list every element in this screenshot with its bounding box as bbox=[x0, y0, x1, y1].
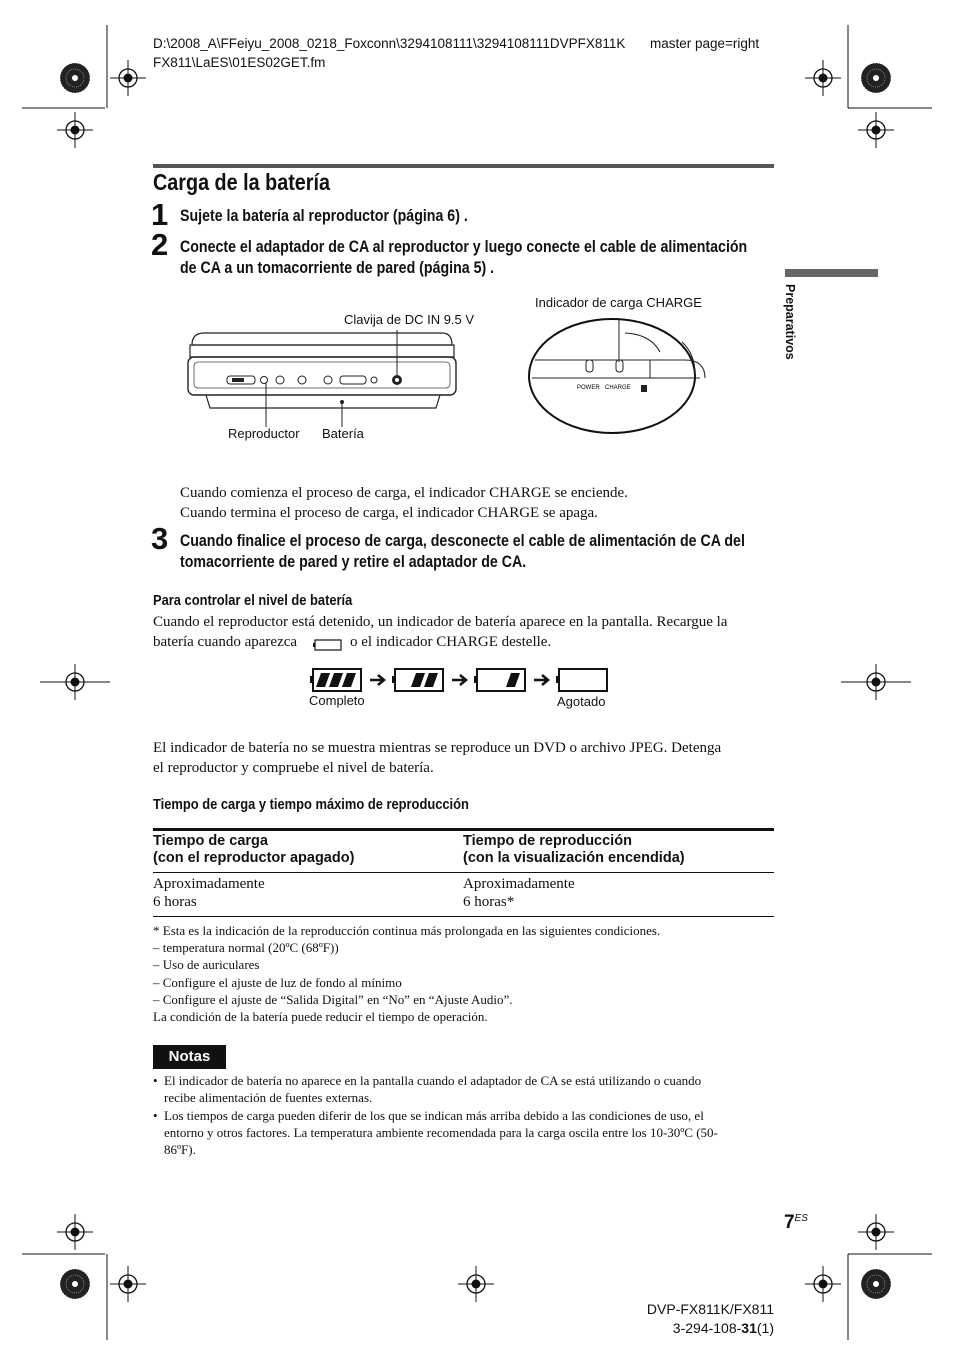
arrow-right-icon bbox=[452, 675, 466, 685]
charge-indicator-label: Indicador de carga CHARGE bbox=[535, 295, 702, 310]
battery-icon-3 bbox=[474, 669, 525, 691]
battery-full-label: Completo bbox=[309, 693, 365, 708]
file-path-line1: D:\2008_A\FFeiyu_2008_0218_Foxconn\3294108111\3294108111DVPFX811K bbox=[153, 36, 626, 51]
battery-segment bbox=[506, 673, 520, 687]
footnote-5: – Configure el ajuste de “Salida Digital” en “No” en “Ajuste Audio”. bbox=[153, 991, 513, 1007]
note-1-line1: El indicador de batería no aparece en la pantalla cuando el adaptador de CA se está utilizando o cuando bbox=[164, 1073, 702, 1088]
empty-battery-inline-icon bbox=[313, 638, 345, 652]
file-path-header bbox=[153, 34, 625, 72]
dc-in-label: Clavija de DC IN 9.5 V bbox=[344, 312, 475, 327]
note-2-line3: 86ºF). bbox=[164, 1142, 196, 1158]
footnote-3: – Uso de auriculares bbox=[153, 957, 260, 973]
note-2-line2: entorno y otros factores. La temperatura ambiente recomendada para la carga oscila entre los 10-30ºC (50- bbox=[164, 1125, 718, 1141]
battery-segment bbox=[329, 673, 343, 687]
col2-header-line1: Tiempo de reproducción bbox=[463, 833, 632, 849]
col1-header-line2: (con el reproductor apagado) bbox=[153, 850, 355, 866]
table-bottom-rule bbox=[153, 916, 774, 917]
battery-level-para-line2a: batería cuando aparezca bbox=[153, 634, 298, 650]
battery-icon-1 bbox=[310, 669, 361, 691]
note-1-bullet: • bbox=[153, 1073, 158, 1088]
footnote-2: – temperatura normal (20ºC (68ºF)) bbox=[153, 940, 339, 956]
note-2 bbox=[164, 1107, 718, 1159]
battery-label: Batería bbox=[322, 426, 364, 441]
table-header-rule bbox=[153, 872, 774, 873]
battery-segment bbox=[411, 673, 425, 687]
battery-segment bbox=[316, 673, 330, 687]
master-page-note: master page=right bbox=[650, 36, 760, 51]
col1-header-line1: Tiempo de carga bbox=[153, 833, 268, 849]
table-cell-play-time bbox=[463, 876, 575, 911]
footnote-6: La condición de la batería puede reducir el tiempo de operación. bbox=[153, 1009, 488, 1025]
footer-model: DVP-FX811K/FX811 bbox=[646, 1301, 774, 1317]
times-heading: Tiempo de carga y tiempo máximo de reproducción bbox=[153, 796, 469, 813]
cell1-line1: Aproximadamente bbox=[153, 876, 265, 892]
side-tab-bar bbox=[785, 269, 878, 277]
cell2-line1: Aproximadamente bbox=[463, 876, 575, 892]
battery-icon-4 bbox=[556, 669, 607, 691]
footer-code: 3-294-108-31(1) bbox=[672, 1320, 774, 1336]
page-number bbox=[784, 1212, 808, 1234]
battery-level-heading: Para controlar el nivel de batería bbox=[153, 592, 353, 609]
side-tab-label: Preparativos bbox=[783, 284, 797, 360]
battery-note-line1: El indicador de batería no se muestra mientras se reproduce un DVD o archivo JPEG. Detenga bbox=[153, 740, 722, 756]
footer-model-block bbox=[632, 1300, 774, 1338]
note-1-line2: recibe alimentación de fuentes externas. bbox=[164, 1090, 373, 1106]
footnotes bbox=[153, 922, 660, 1025]
footnote-4: – Configure el ajuste de luz de fondo al mínimo bbox=[153, 974, 402, 990]
step-2-text-line1: Conecte el adaptador de CA al reproductor y luego conecte el cable de alimentación bbox=[180, 238, 748, 256]
charge-end-text: Cuando termina el proceso de carga, el indicador CHARGE se apaga. bbox=[180, 505, 598, 521]
player-drawing bbox=[188, 330, 456, 427]
inset-power-label: POWER bbox=[577, 385, 600, 391]
player-label: Reproductor bbox=[228, 426, 300, 441]
step-3-text-line2: tomacorriente de pared y retire el adaptador de CA. bbox=[180, 553, 527, 571]
inset-charge-label: CHARGE bbox=[605, 385, 631, 391]
battery-segment bbox=[424, 673, 438, 687]
footnote-1: * Esta es la indicación de la reproducción continua más prolongada en las siguientes condiciones. bbox=[153, 923, 661, 938]
step-3-number: 3 bbox=[151, 521, 169, 556]
table-top-rule bbox=[153, 828, 774, 831]
page-number-suffix: ES bbox=[794, 1213, 808, 1224]
page-number-digit: 7 bbox=[784, 1212, 795, 1233]
table-header-col1 bbox=[153, 833, 354, 867]
step-2-number: 2 bbox=[151, 227, 169, 262]
battery-segment bbox=[342, 673, 356, 687]
notes-label: Notas bbox=[153, 1045, 226, 1069]
battery-level-para-line1: Cuando el reproductor está detenido, un indicador de batería aparece en la pantalla. Recargue la bbox=[153, 614, 728, 630]
step-2-text-line2: de CA a un tomacorriente de pared (página 5) . bbox=[180, 259, 495, 277]
battery-note-line2: el reproductor y compruebe el nivel de batería. bbox=[153, 760, 434, 776]
step-3-text-line1: Cuando finalice el proceso de carga, desconecte el cable de alimentación de CA del bbox=[180, 532, 745, 550]
file-path-line2: FX811\LaES\01ES02GET.fm bbox=[153, 55, 326, 70]
note-1 bbox=[164, 1072, 701, 1106]
step-1-text: Sujete la batería al reproductor (página 6) . bbox=[180, 207, 468, 225]
charge-indicator-inset bbox=[529, 318, 705, 433]
battery-level-para-line2b: o el indicador CHARGE destelle. bbox=[350, 634, 552, 650]
section-rule bbox=[153, 164, 774, 168]
arrow-right-icon bbox=[534, 675, 548, 685]
col2-header-line2: (con la visualización encendida) bbox=[463, 850, 685, 866]
battery-icon-2 bbox=[392, 669, 443, 691]
arrow-right-icon bbox=[370, 675, 384, 685]
section-title: Carga de la batería bbox=[153, 169, 330, 195]
charge-start-text: Cuando comienza el proceso de carga, el indicador CHARGE se enciende. bbox=[180, 485, 628, 501]
battery-empty-label: Agotado bbox=[557, 694, 606, 709]
note-2-bullet: • bbox=[153, 1108, 158, 1123]
table-header-col2 bbox=[463, 833, 685, 867]
step-1-number: 1 bbox=[151, 197, 169, 232]
cell1-line2: 6 horas bbox=[153, 893, 197, 910]
note-2-line1: Los tiempos de carga pueden diferir de los que se indican más arriba debido a las condiciones de uso, el bbox=[164, 1108, 704, 1123]
cell2-line2: 6 horas* bbox=[463, 893, 515, 910]
table-cell-charge-time bbox=[153, 876, 265, 911]
